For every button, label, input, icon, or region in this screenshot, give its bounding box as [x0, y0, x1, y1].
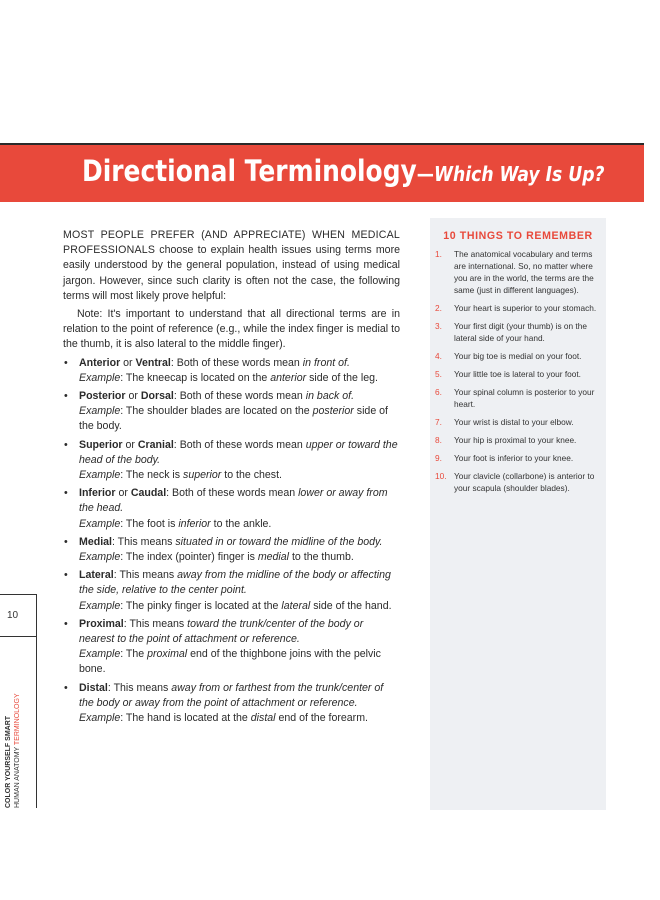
term-item	[63, 617, 400, 678]
example-text: : The neck is	[120, 469, 184, 482]
term-definition	[79, 535, 400, 550]
bullet: •	[64, 681, 68, 694]
term-item	[63, 356, 400, 386]
tip-number: 3.	[435, 321, 442, 331]
tip-text: Your hip is proximal to your knee.	[454, 435, 577, 445]
tip-text: Your clavicle (collarbone) is anterior to your scapula (shoulder blades).	[454, 471, 595, 493]
tip-item	[435, 368, 601, 380]
example-text-end: to the thumb.	[289, 551, 354, 564]
tip-number: 7.	[435, 417, 442, 427]
bullet: •	[64, 356, 68, 369]
tips-sidebar	[430, 218, 606, 810]
term-name: Distal	[79, 681, 108, 694]
example-text-end: to the chest.	[221, 469, 282, 482]
example-text: : The	[120, 648, 148, 661]
example-emphasis: proximal	[147, 648, 188, 661]
example-label: Example	[79, 469, 121, 482]
term-colon: :	[166, 487, 173, 500]
term-name: Lateral	[79, 569, 114, 582]
margin-rule	[36, 594, 37, 808]
term-colon: :	[111, 535, 118, 548]
tip-text: Your little toe is lateral to your foot.	[454, 369, 581, 379]
example-emphasis: superior	[183, 469, 222, 482]
term-name: Anterior	[79, 356, 121, 369]
example-text-end: side of the hand.	[310, 599, 392, 612]
term-example	[79, 517, 400, 532]
tip-item	[435, 470, 601, 494]
intro-text: choose to explain health issues using terms more easily understood by the general population, instead of using medical jargon. However, since such clarity is often not the case, the following terms will most likely prove helpful:	[63, 244, 400, 302]
tip-text: Your spinal column is posterior to your heart.	[454, 387, 595, 409]
term-name: Proximal	[79, 617, 124, 630]
tip-number: 5.	[435, 369, 442, 379]
term-joiner: or	[115, 487, 131, 500]
note-paragraph: Note: It's important to understand that all directional terms are in relation to the point of reference (e.g., while the index finger is medial to the thumb, it is also lateral to the middle finger).	[63, 308, 400, 351]
example-text-end: side of the body.	[79, 405, 388, 433]
example-text: : The hand is located at the	[120, 712, 251, 725]
term-definition	[79, 389, 400, 404]
term-example	[79, 550, 400, 565]
tips-list	[435, 248, 601, 500]
term-def-text: This means	[117, 535, 176, 548]
term-def-emphasis: upper or toward the head of the body.	[79, 438, 398, 466]
term-def-text: Both of these words mean	[179, 438, 306, 451]
term-def-emphasis: in front of.	[302, 356, 350, 369]
title-dash: —	[416, 162, 435, 186]
tip-item	[435, 434, 601, 446]
term-def-text: Both of these words mean	[172, 487, 299, 500]
term-name-alt: Ventral	[135, 356, 171, 369]
tip-text: Your big toe is medial on your foot.	[454, 351, 582, 361]
term-def-text: This means	[129, 617, 188, 630]
term-name: Posterior	[79, 390, 126, 403]
term-definition	[79, 486, 400, 516]
main-column	[63, 228, 400, 729]
example-text: : The foot is	[120, 517, 179, 530]
term-def-text: Both of these words mean	[176, 356, 303, 369]
term-colon: :	[123, 617, 130, 630]
bullet: •	[64, 487, 68, 500]
sidebar-title: 10 THINGS TO REMEMBER	[443, 230, 593, 242]
tip-number: 4.	[435, 351, 442, 361]
term-name-alt: Dorsal	[140, 390, 174, 403]
term-item	[63, 535, 400, 565]
banner-heading	[82, 154, 605, 188]
term-joiner: or	[125, 390, 141, 403]
example-label: Example	[79, 599, 121, 612]
term-colon: :	[173, 390, 180, 403]
example-text-end: end of the forearm.	[275, 712, 368, 725]
term-def-emphasis: toward the trunk/center of the body or nearest to the point of attachment or reference.	[79, 617, 364, 646]
term-item	[63, 389, 400, 435]
term-def-emphasis: away from the midline of the body or affecting the side, relative to the center point.	[79, 569, 391, 597]
term-item	[63, 681, 400, 727]
example-label: Example	[79, 551, 121, 564]
term-colon: :	[113, 569, 120, 582]
term-def-text: Both of these words mean	[179, 390, 306, 403]
bullet: •	[64, 617, 68, 630]
example-emphasis: anterior	[270, 371, 307, 384]
term-definition	[79, 356, 400, 371]
intro-lead-in: MOST PEOPLE PREFER (AND APPRECIATE) WHEN MEDICAL PROFESSIONALS	[63, 229, 400, 257]
term-item	[63, 568, 400, 614]
example-label: Example	[79, 517, 121, 530]
example-emphasis: distal	[250, 712, 276, 725]
example-emphasis: medial	[257, 551, 290, 564]
tip-text: Your wrist is distal to your elbow.	[454, 417, 574, 427]
tip-number: 10.	[435, 471, 447, 481]
page-number: 10	[7, 610, 19, 621]
book-subtitle-plain: HUMAN ANATOMY	[14, 745, 21, 808]
term-def-text: This means	[113, 681, 172, 694]
term-definition	[79, 438, 400, 468]
tip-item	[435, 320, 601, 344]
example-text: : The index (pointer) finger is	[120, 551, 258, 564]
example-text-end: to the ankle.	[210, 517, 272, 530]
tip-item	[435, 386, 601, 410]
term-def-emphasis: away from or farthest from the trunk/center of the body or away from the point of attachment or reference.	[79, 681, 384, 709]
term-example	[79, 711, 400, 726]
term-example	[79, 468, 400, 483]
bullet: •	[64, 535, 68, 548]
term-name-alt: Cranial	[137, 438, 174, 451]
term-example	[79, 404, 400, 434]
tip-item	[435, 302, 601, 314]
running-footer	[4, 618, 30, 808]
page-title: Directional Terminology	[82, 154, 417, 188]
example-label: Example	[79, 648, 121, 661]
term-definition	[79, 617, 400, 647]
example-label: Example	[79, 371, 121, 384]
chapter-banner	[0, 143, 644, 202]
bullet: •	[64, 569, 68, 582]
book-subtitle	[13, 618, 22, 808]
term-def-emphasis: situated in or toward the midline of the body.	[175, 535, 383, 548]
example-label: Example	[79, 712, 121, 725]
tip-item	[435, 350, 601, 362]
term-def-text: This means	[119, 569, 178, 582]
example-emphasis: lateral	[281, 599, 311, 612]
page-subtitle: Which Way Is Up?	[434, 162, 605, 186]
term-name: Superior	[79, 438, 123, 451]
example-text: : The kneecap is located on the	[120, 371, 271, 384]
term-definition	[79, 568, 400, 598]
tip-number: 6.	[435, 387, 442, 397]
margin-rule	[0, 594, 36, 595]
term-item	[63, 486, 400, 532]
term-item	[63, 438, 400, 484]
example-emphasis: posterior	[312, 405, 354, 418]
term-colon: :	[107, 681, 114, 694]
example-emphasis: inferior	[178, 517, 211, 530]
example-text: : The shoulder blades are located on the	[120, 405, 313, 418]
tip-number: 1.	[435, 249, 442, 259]
example-text: : The pinky finger is located at the	[120, 599, 282, 612]
tip-text: The anatomical vocabulary and terms are international. So, no matter where you are in the world, the terms are the same (just in different languages).	[454, 249, 594, 295]
example-label: Example	[79, 405, 121, 418]
bullet: •	[64, 390, 68, 403]
tip-item	[435, 452, 601, 464]
term-name-alt: Caudal	[130, 487, 167, 500]
term-colon: :	[170, 356, 177, 369]
tip-item	[435, 416, 601, 428]
term-colon: :	[173, 438, 180, 451]
term-name: Inferior	[79, 487, 116, 500]
example-text-end: side of the leg.	[306, 371, 378, 384]
term-example	[79, 599, 400, 614]
term-example	[79, 371, 400, 386]
tip-text: Your heart is superior to your stomach.	[454, 303, 597, 313]
term-def-emphasis: in back of.	[305, 390, 355, 403]
book-title: COLOR YOURSELF SMART	[5, 715, 12, 808]
tip-text: Your first digit (your thumb) is on the lateral side of your hand.	[454, 321, 587, 343]
term-name: Medial	[79, 535, 112, 548]
term-example	[79, 647, 400, 677]
tip-number: 9.	[435, 453, 442, 463]
term-joiner: or	[120, 356, 136, 369]
intro-paragraph	[63, 228, 400, 304]
term-joiner: or	[122, 438, 138, 451]
tip-number: 8.	[435, 435, 442, 445]
term-def-emphasis: lower or away from the head.	[79, 487, 388, 515]
tip-item	[435, 248, 601, 296]
tip-text: Your foot is inferior to your knee.	[454, 453, 574, 463]
book-subtitle-accent: TERMINOLOGY	[14, 693, 21, 746]
terms-list	[63, 356, 400, 727]
tip-number: 2.	[435, 303, 442, 313]
bullet: •	[64, 438, 68, 451]
term-definition	[79, 681, 400, 711]
example-text-end: end of the thighbone joins with the pelvic bone.	[79, 648, 381, 676]
